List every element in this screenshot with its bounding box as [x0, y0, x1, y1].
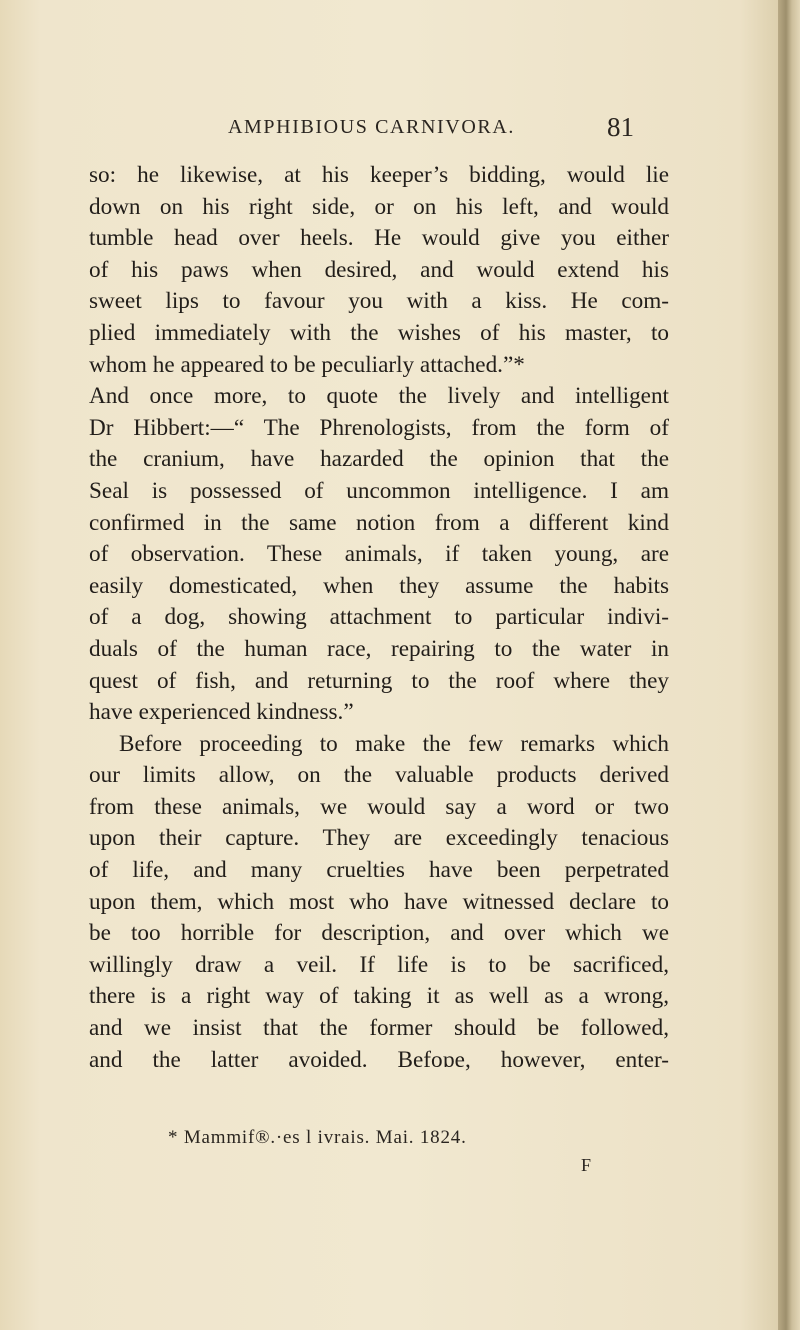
text-line: of life, and many cruelties have been perpetrated [89, 857, 669, 884]
text-line: sweet lips to favour you with a kiss. He com- [89, 288, 669, 315]
text-line: Seal is possessed of uncommon intelligence. I am [89, 477, 669, 504]
text-line: upon their capture. They are exceedingly tenacious [89, 825, 669, 852]
body-text [89, 160, 669, 1076]
text-line: upon them, which most who have witnessed declare to [89, 888, 669, 915]
text-line: quest of fish, and returning to the roof where they [89, 667, 669, 694]
page-number: 81 [607, 112, 634, 142]
text-line: there is a right way of taking it as well as a wrong, [89, 983, 669, 1010]
footnote: * Mammif®.·es l ivrais. Mai. 1824. [168, 1127, 467, 1148]
text-line: Before proceeding to make the few remarks which [119, 730, 669, 757]
text-line: of observation. These animals, if taken young, are [89, 541, 669, 568]
text-line: of a dog, showing attachment to particular indivi- [89, 604, 669, 631]
text-line: tumble head over heels. He would give you either [89, 225, 669, 252]
text-line: down on his right side, or on his left, and would [89, 193, 669, 220]
text-line: willingly draw a veil. If life is to be sacrificed, [89, 951, 669, 978]
text-line: whom he appeared to be peculiarly attached.”* [89, 351, 525, 378]
text-line: of his paws when desired, and would extend his [89, 256, 669, 283]
page-edge [778, 0, 800, 1330]
text-line: the cranium, have hazarded the opinion that the [89, 446, 669, 473]
text-line: so: he likewise, at his keeper’s bidding, would lie [89, 162, 669, 188]
text-line: have experienced kindness.” [89, 699, 354, 726]
text-line: our limits allow, on the valuable products derived [89, 762, 669, 789]
text-line: confirmed in the same notion from a different kind [89, 509, 669, 536]
text-line: and the latter avoided. Befoɒe, however, enter- [89, 1046, 669, 1073]
text-line: from these animals, we would say a word or two [89, 793, 669, 820]
text-line: and we insist that the former should be followed, [89, 1015, 669, 1042]
text-line: easily domesticated, when they assume the habits [89, 572, 669, 599]
signature-mark: F [581, 1155, 592, 1175]
text-line: And once more, to quote the lively and intelligent [89, 383, 669, 410]
text-line: plied immediately with the wishes of his master, to [89, 319, 669, 346]
text-line: Dr Hibbert:—“ The Phrenologists, from the form of [89, 414, 669, 441]
text-line: be too horrible for description, and over which we [89, 920, 669, 947]
text-line: duals of the human race, repairing to the water in [89, 635, 669, 662]
running-title: AMPHIBIOUS CARNIVORA. [228, 116, 515, 138]
page-header [0, 112, 800, 146]
